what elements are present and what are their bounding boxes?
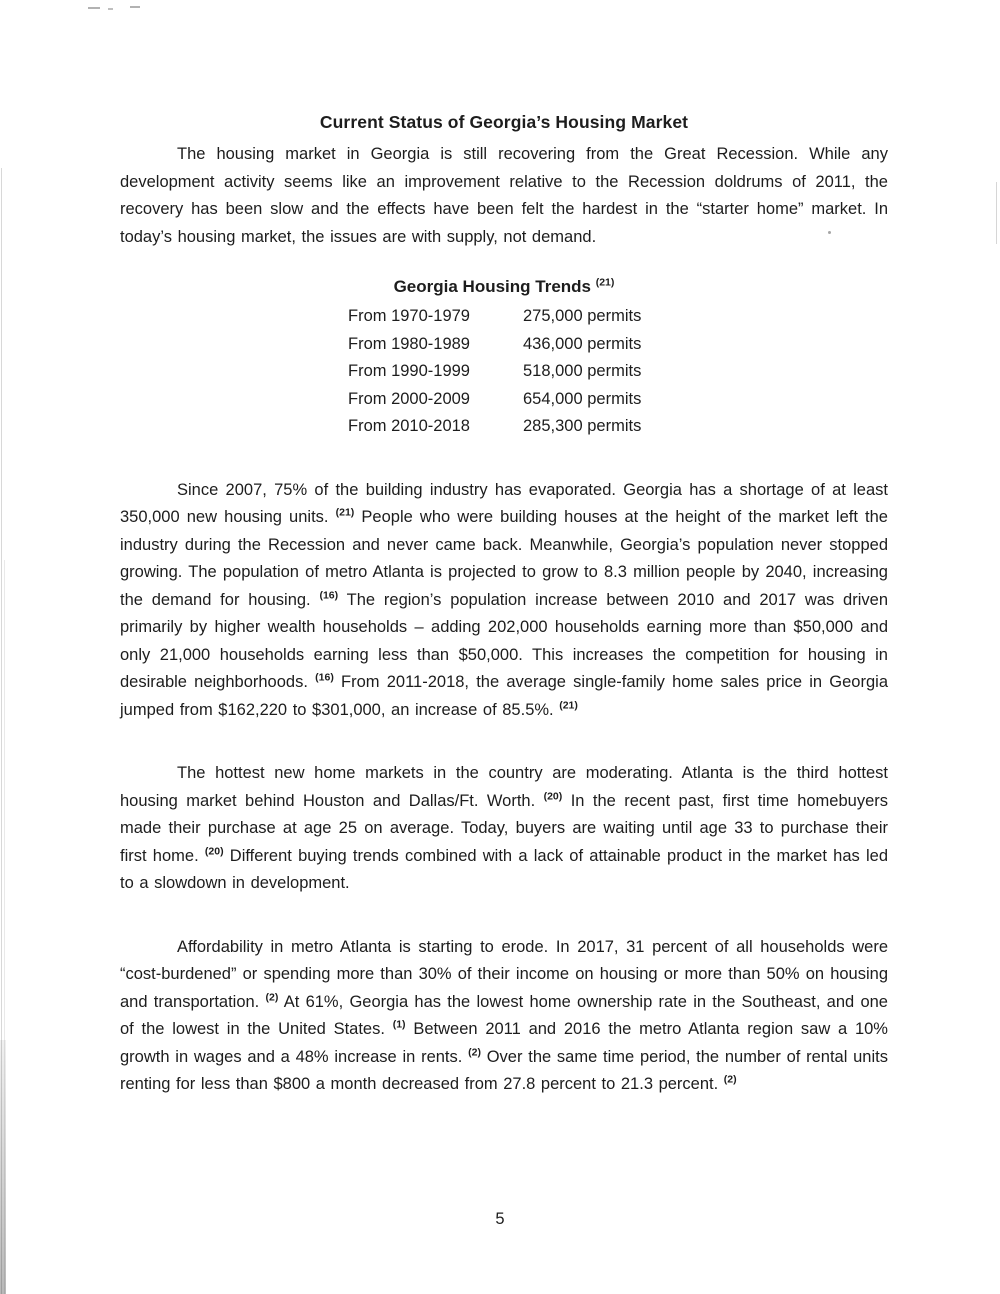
citation-ref: (20) (543, 790, 563, 803)
scan-artifact-left-smudge (0, 1040, 6, 1294)
citation-ref: (21) (559, 699, 578, 712)
paragraph-supply-shortage (120, 477, 888, 725)
citation-ref: (21) (595, 276, 615, 289)
scan-artifact-top-dash (130, 6, 140, 8)
text-run: Since 2007, 75% of the building industry has evaporated. Georgia has a shortage of at least 350,000 new housing units. (120, 480, 888, 527)
text-run: Over the same time period, the number of rental units renting for less than $800 a month decreased from 27.8 percent to 21.3 percent. (120, 1047, 888, 1094)
scan-artifact-left-line-2 (4, 560, 5, 1294)
scan-artifact-top-dash (88, 7, 100, 9)
page-title: Current Status of Georgia’s Housing Market (319, 112, 689, 132)
text-run: People who were building houses at the height of the market left the industry during the Recession and never came back. Meanwhile, Georgia’s population never stopped growing. The population of metro Atlanta is projected to grow to 8.3 million people by 2040, increasing the demand for housing. (120, 508, 888, 609)
trend-period: From 1970-1979 (348, 307, 470, 325)
text-run: Between 2011 and 2016 the metro Atlanta region saw a 10% growth in wages and a 48% increase in rents. (120, 1020, 888, 1066)
text-run: From 2011-2018, the average single-family home sales price in Georgia jumped from $162,220 to $301,000, an increase of 85.5%. (120, 673, 888, 719)
trend-permits: 275,000 permits (523, 307, 642, 325)
trend-period: From 1990-1999 (348, 362, 470, 381)
trend-permits: 436,000 permits (523, 334, 642, 353)
trend-permits: 654,000 permits (523, 389, 642, 408)
scan-artifact-left-line (1, 168, 2, 1294)
citation-ref: (2) (468, 1046, 481, 1059)
trend-row (348, 331, 888, 359)
trend-row (348, 386, 888, 414)
paragraph-affordability (120, 934, 888, 1099)
trend-period: From 1980-1989 (348, 334, 470, 353)
trends-heading-text: Georgia Housing Trends (393, 277, 596, 296)
paragraph-home-markets (120, 760, 888, 898)
trend-period: From 2000-2009 (348, 389, 470, 408)
trend-row (348, 413, 888, 441)
text-run: Different buying trends combined with a lack of attainable product in the market has led to a slowdown in development. (120, 846, 889, 893)
text-run: The hottest new home markets in the country are moderating. Atlanta is the third hottest housing market behind Houston and Dallas/Ft. Worth. (120, 764, 888, 810)
trends-heading (120, 277, 888, 297)
trend-row (348, 303, 888, 331)
text-run: At 61%, Georgia has the lowest home ownership rate in the Southeast, and one of the lowest in the United States. (120, 992, 888, 1039)
citation-ref: (16) (315, 671, 334, 684)
housing-trends-table (348, 303, 888, 441)
trend-permits: 285,300 permits (523, 417, 642, 436)
text-run: In the recent past, first time homebuyers made their purchase at age 25 on average. Today, buyers are waiting until age 33 to purchase their first home. (120, 791, 889, 865)
trend-row (348, 358, 888, 386)
citation-ref: (2) (723, 1073, 737, 1086)
text-run: The housing market in Georgia is still recovering from the Great Recession. While any development activity seems like an improvement relative to the Recession doldrums of 2011, the recovery has been slow and the effects have been felt the hardest in the “starter home” market. In today’s housing market, the issues are with supply, not demand. (120, 145, 888, 246)
citation-ref: (16) (319, 589, 339, 602)
text-run: Affordability in metro Atlanta is starting to erode. In 2017, 31 percent of all households were “cost-burdened” or spending more than 30% of their income on housing or more than 50% on housing and transportation. (120, 937, 888, 1011)
citation-ref: (20) (204, 845, 224, 858)
text-run: The region’s population increase between 2010 and 2017 was driven primarily by higher wealth households – adding 202,000 households earning more than $50,000 and only 21,000 households earning less than $50,000. This increases the competition for housing in desirable neighborhoods. (120, 590, 888, 692)
citation-ref: (2) (265, 991, 279, 1004)
trend-period: From 2010-2018 (348, 417, 470, 436)
scan-artifact-top-dash (108, 8, 113, 10)
citation-ref: (1) (392, 1018, 406, 1031)
citation-ref: (21) (335, 506, 355, 519)
scan-artifact-right-line (996, 182, 997, 244)
intro-paragraph (120, 141, 888, 251)
trend-permits: 518,000 permits (523, 362, 642, 381)
page-number: 5 (495, 1210, 505, 1228)
document-page (120, 112, 888, 1099)
